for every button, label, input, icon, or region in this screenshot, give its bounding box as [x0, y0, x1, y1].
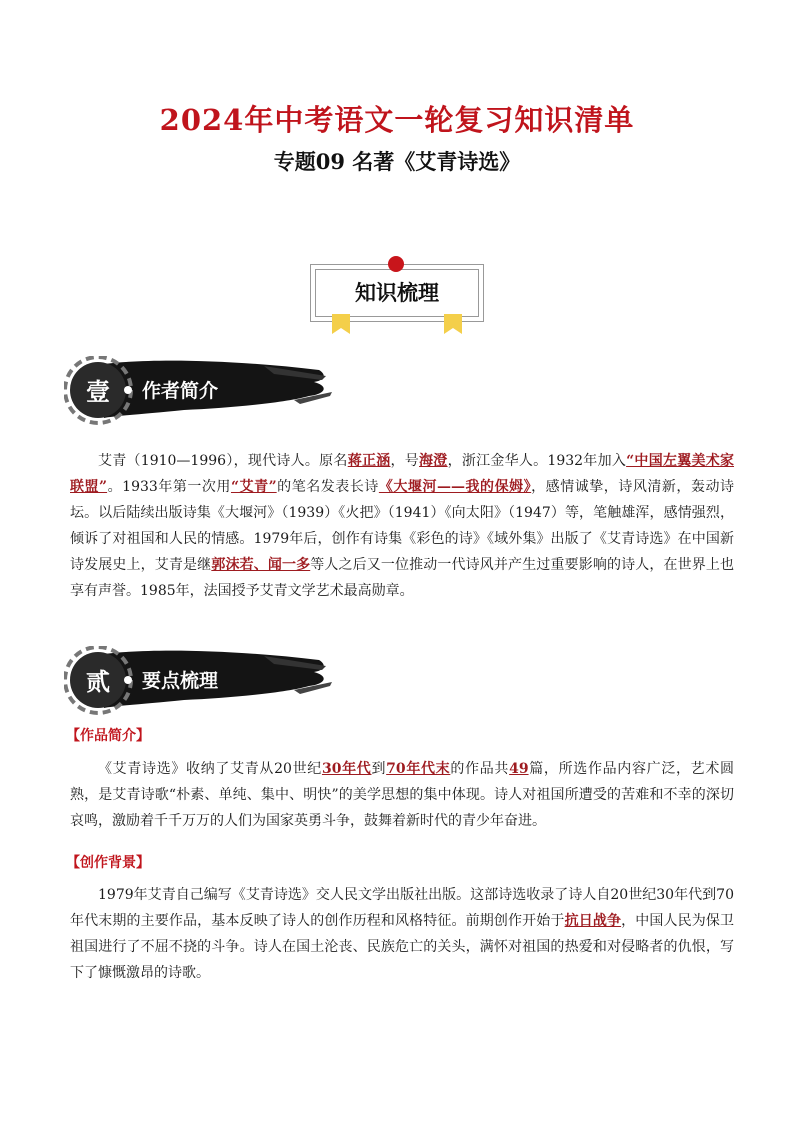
- ribbon-left-icon: [332, 314, 350, 334]
- background-paragraph: [70, 882, 734, 986]
- section-header-key-points: [64, 646, 334, 716]
- text-segment: 艾青（1910—1996），现代诗人。原名: [98, 453, 348, 469]
- section-header-author: [64, 356, 334, 426]
- knowledge-box: [310, 264, 484, 322]
- text-segment: 1979年艾青自己编写《艾青诗选》交人民文学出版社出版。这部诗选收录了诗人自20世纪30年代到70年代末期的主要作品，基本反映了诗人的创作历程和风格特征。前期创作开始于: [70, 887, 734, 929]
- page-title: 2024年中考语文一轮复习知识清单: [159, 103, 635, 137]
- text-segment: ，浙江金华人。1932年加入: [447, 453, 627, 469]
- highlight-count: 49: [509, 761, 529, 777]
- highlight-start-era: 30年代: [321, 761, 372, 777]
- author-intro-paragraph: [70, 448, 734, 604]
- highlight-war: 抗日战争: [564, 913, 622, 929]
- red-dot-icon: [388, 256, 404, 272]
- text-segment: ，中国人民为保卫祖国进行了不屈不挠的斗争。诗人在国土沦丧、民族危亡的关头，满怀对祖国的热爱和对侵略者的仇恨，写下了慷慨激昂的诗歌。: [70, 913, 735, 981]
- highlight-league: “中国左翼美术家联盟”: [70, 453, 735, 495]
- section-number: 壹: [86, 377, 110, 406]
- text-segment: ，号: [390, 453, 420, 469]
- text-segment: 《艾青诗选》收纳了艾青从20世纪: [98, 761, 322, 777]
- highlight-original-name: 蒋正涵: [347, 453, 391, 469]
- text-segment: ，感情诚挚，诗风清新，轰动诗坛。以后陆续出版诗集《大堰河》（1939）《火把》（1941）《向太阳》（1947）等，笔触雄浑，感情强烈，倾诉了对祖国和人民的情感。1979年后，创作有诗集《彩色的诗》《域外集》出版了《艾青诗选》在中国新诗发展史上，艾青是继: [70, 479, 735, 573]
- text-segment: 到: [371, 761, 387, 777]
- highlight-long-poem: 《大堰河——我的保姆》: [378, 479, 532, 495]
- section-number: 贰: [86, 667, 110, 696]
- tag-work-intro: 【作品简介】: [66, 728, 150, 744]
- work-intro-paragraph: [70, 756, 734, 834]
- text-segment: 的作品共: [450, 761, 510, 777]
- text-segment: 。1933年第一次用: [107, 479, 231, 495]
- knowledge-box-label: 知识梳理: [315, 269, 479, 317]
- highlight-pen-name: “艾青”: [230, 479, 277, 495]
- text-segment: 的笔名发表长诗: [276, 479, 379, 495]
- section-title: 作者简介: [142, 380, 219, 402]
- section-title: 要点梳理: [142, 670, 219, 692]
- highlight-end-era: 70年代末: [386, 761, 451, 777]
- highlight-alias: 海澄: [419, 453, 448, 469]
- tag-background: 【创作背景】: [66, 855, 150, 871]
- text-segment: 等人之后又一位推动一代诗风并产生过重要影响的诗人，在世界上也享有声誉。1985年，法国授予艾青文学艺术最高勋章。: [70, 557, 735, 599]
- ribbon-right-icon: [444, 314, 462, 334]
- page-subtitle: 专题09 名著《艾青诗选》: [273, 149, 521, 174]
- highlight-poets: 郭沫若、闻一多: [211, 557, 311, 573]
- text-segment: 篇，所选作品内容广泛，艺术圆熟，是艾青诗歌“朴素、单纯、集中、明快”的美学思想的集中体现。诗人对祖国所遭受的苦难和不幸的深切哀鸣，激励着千千万万的人们为国家英勇斗争，鼓舞着新时代的青少年奋进。: [70, 761, 735, 829]
